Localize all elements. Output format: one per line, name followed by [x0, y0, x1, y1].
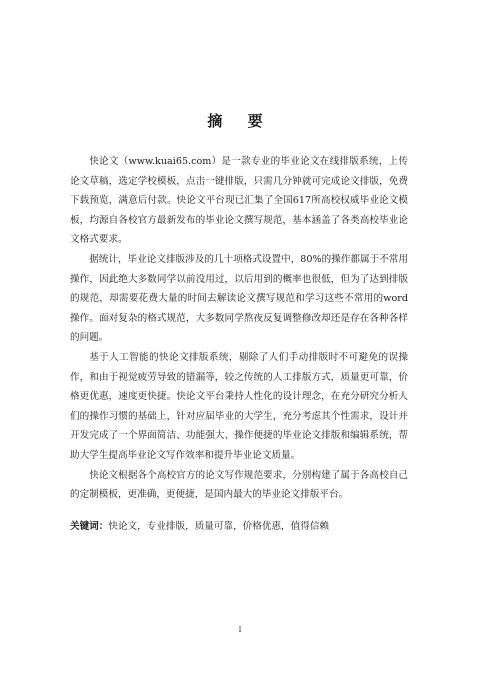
abstract-paragraph-3: 基于人工智能的快论文排版系统，剔除了人们手动排版时不可避免的误操作，和由于视觉疲劳导致的错漏等，较之传统的人工排版方式，质量更可靠，价格更优惠，速度更快捷。快论文平台秉持人性化的设计理念，在充分研究分析人们的操作习惯的基础上，针对应届毕业的大学生，充分考虑其个性需求，设计并开发完成了一个界面简洁、功能强大、操作便捷的毕业论文排版和编辑系统，帮助大学生提高毕业论文写作效率和提升毕业论文质量。	[70, 351, 408, 461]
keywords-line	[70, 517, 408, 537]
keywords-label: 关键词：	[70, 520, 109, 532]
abstract-paragraph-4: 快论文根据各个高校官方的论文写作规范要求，分别构建了属于各高校自己的定制模板，更准确，更便捷，是国内最大的毕业论文排版平台。	[70, 469, 408, 501]
abstract-title: 摘 要	[207, 112, 273, 130]
page-number: I	[238, 626, 242, 634]
abstract-paragraph-2: 据统计，毕业论文排版涉及的几十项格式设置中，80%的操作都属于不常用操作，因此绝大多数同学以前没用过，以后用到的概率也很低，但为了达到排版的规范，却需要花费大量的时间去解读论文撰写规范和学习这些不常用的word操作。面对复杂的格式规范，大多数同学熬夜反复调整修改却还是存在各种各样的问题。	[70, 253, 408, 344]
abstract-paragraph-1: 快论文（www.kuai65.com）是一款专业的毕业论文在线排版系统，上传论文草稿，选定学校模板，点击一键排版，只需几分钟就可完成论文排版，免费下载预览，满意后付款。快论文平台现已汇集了全国617所高校权威毕业论文模板，均源自各校官方最新发布的毕业论文撰写规范，基本涵盖了各类高校毕业论文格式要求。	[70, 156, 408, 246]
keywords-list: 快论文，专业排版，质量可靠，价格优惠，值得信赖	[108, 520, 330, 532]
abstract-body	[70, 152, 408, 536]
